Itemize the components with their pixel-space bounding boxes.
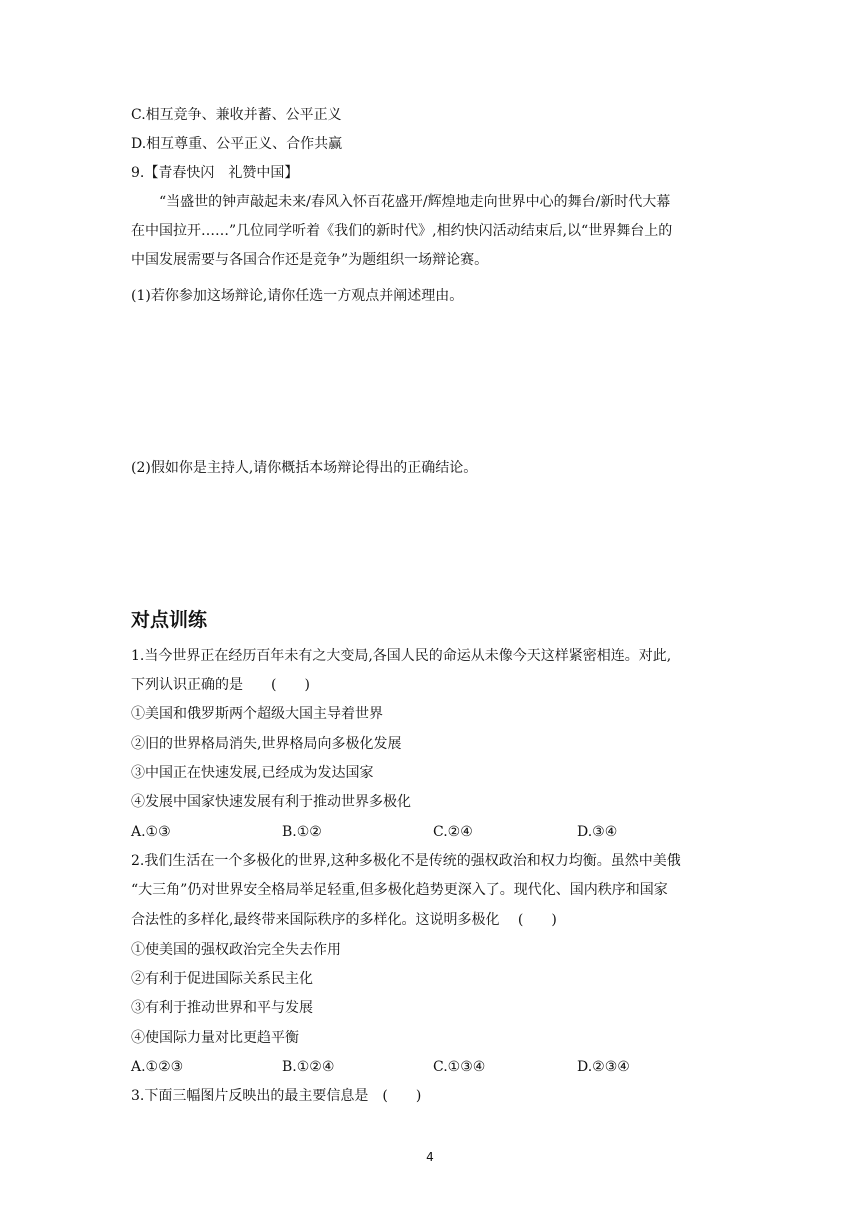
q2-option-c: C.①③④ [433, 1059, 486, 1075]
q9-sub2: (2)假如你是主持人,请你概括本场辩论得出的正确结论。 [131, 460, 478, 476]
option-d: D.相互尊重、公平正义、合作共赢 [131, 136, 343, 152]
q1-option-a: A.①③ [131, 824, 171, 840]
q1-option-c: C.②④ [433, 824, 473, 840]
page-number: 4 [426, 1150, 434, 1164]
q9-passage-line: 在中国拉开……”几位同学听着《我们的新时代》,相约快闪活动结束后,以“世界舞台上的 [131, 223, 673, 239]
q9-sub1: (1)若你参加这场辩论,请你任选一方观点并阐述理由。 [131, 288, 464, 304]
q1-item: ③中国正在快速发展,已经成为发达国家 [131, 765, 374, 781]
q2-stem-line: “大三角”仍对世界安全格局举足轻重,但多极化趋势更深入了。现代化、国内秩序和国家 [131, 882, 668, 898]
q2-item: ②有利于促进国际关系民主化 [131, 971, 313, 987]
q1-stem-line: 1.当今世界正在经历百年未有之大变局,各国人民的命运从未像今天这样紧密相连。对此, [131, 648, 672, 664]
q2-stem-line: 合法性的多样化,最终带来国际秩序的多样化。这说明多极化 ( ) [131, 912, 557, 928]
q2-option-a: A.①②③ [131, 1059, 184, 1075]
q3-stem: 3.下面三幅图片反映出的最主要信息是 ( ) [131, 1088, 422, 1104]
q9-passage-line: “当盛世的钟声敲起未来/春风入怀百花盛开/辉煌地走向世界中心的舞台/新时代大幕 [159, 194, 671, 210]
q9-passage-line: 中国发展需要与各国合作还是竞争”为题组织一场辩论赛。 [131, 252, 489, 268]
q2-item: ①使美国的强权政治完全失去作用 [131, 942, 341, 958]
q1-item: ②旧的世界格局消失,世界格局向多极化发展 [131, 736, 402, 752]
section-title: 对点训练 [131, 609, 208, 631]
q1-item: ①美国和俄罗斯两个超级大国主导着世界 [131, 706, 383, 722]
q2-option-d: D.②③④ [577, 1059, 630, 1075]
q2-option-b: B.①②④ [282, 1059, 335, 1075]
q2-item: ③有利于推动世界和平与发展 [131, 1000, 313, 1016]
q1-stem-line: 下列认识正确的是 ( ) [131, 677, 310, 693]
q2-stem-line: 2.我们生活在一个多极化的世界,这种多极化不是传统的强权政治和权力均衡。虽然中美俄 [131, 853, 681, 869]
q2-item: ④使国际力量对比更趋平衡 [131, 1030, 299, 1046]
q1-item: ④发展中国家快速发展有利于推动世界多极化 [131, 794, 411, 810]
q1-option-d: D.③④ [577, 824, 618, 840]
q1-option-b: B.①② [282, 824, 322, 840]
q9-title: 9.【青春快闪 礼赞中国】 [131, 165, 299, 181]
option-c: C.相互竞争、兼收并蓄、公平正义 [131, 107, 342, 123]
